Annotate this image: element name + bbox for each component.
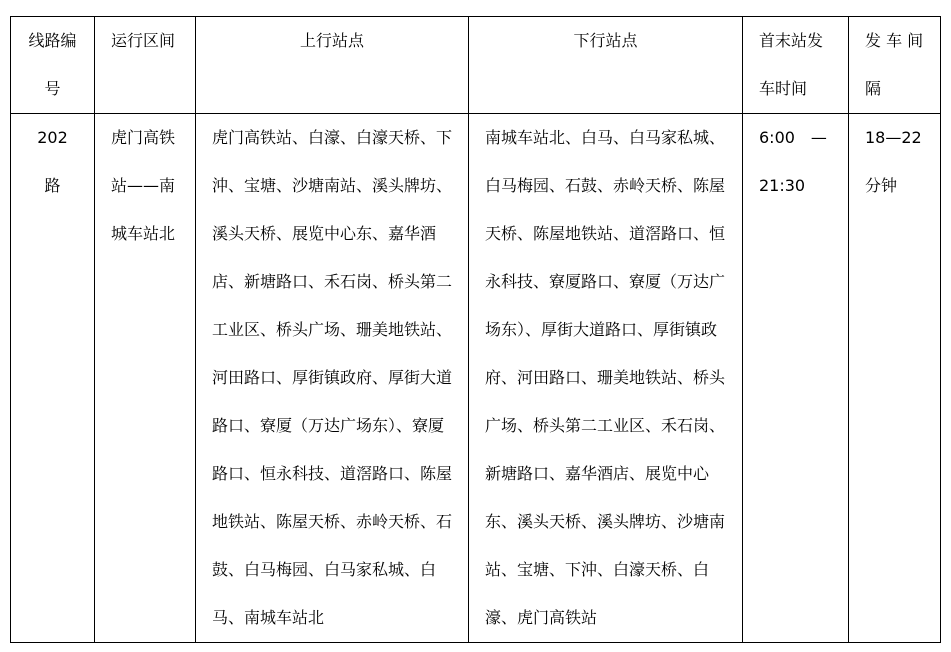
cell-first-last-time: 6:00 — 21:30 [743, 114, 849, 643]
cell-section: 虎门高铁站——南城车站北 [95, 114, 196, 643]
header-interval: 发 车 间 隔 [849, 17, 941, 114]
header-up-stops: 上行站点 [196, 17, 469, 114]
cell-up-stops: 虎门高铁站、白濠、白濠天桥、下沖、宝塘、沙塘南站、溪头牌坊、溪头天桥、展览中心东、嘉华酒店、新塘路口、禾石岗、桥头第二工业区、桥头广场、珊美地铁站、河田路口、厚街镇政府、厚街大道路口、寮厦（万达广场东）、寮厦路口、恒永科技、道滘路口、陈屋地铁站、陈屋天桥、赤岭天桥、石鼓、白马梅园、白马家私城、白马、南城车站北 [196, 114, 469, 643]
table-row [11, 114, 941, 643]
table-header-row [11, 17, 941, 114]
cell-down-stops: 南城车站北、白马、白马家私城、白马梅园、石鼓、赤岭天桥、陈屋天桥、陈屋地铁站、道滘路口、恒永科技、寮厦路口、寮厦（万达广场东）、厚街大道路口、厚街镇政府、河田路口、珊美地铁站、桥头广场、桥头第二工业区、禾石岗、新塘路口、嘉华酒店、展览中心东、溪头天桥、溪头牌坊、沙塘南站、宝塘、下沖、白濠天桥、白濠、虎门高铁站 [469, 114, 743, 643]
header-down-stops: 下行站点 [469, 17, 743, 114]
bus-route-table [10, 16, 941, 643]
header-section: 运行区间 [95, 17, 196, 114]
cell-interval: 18—22 分钟 [849, 114, 941, 643]
cell-route-number: 202 路 [11, 114, 95, 643]
header-route-number: 线路编号 [11, 17, 95, 114]
header-first-last-time: 首末站发车时间 [743, 17, 849, 114]
